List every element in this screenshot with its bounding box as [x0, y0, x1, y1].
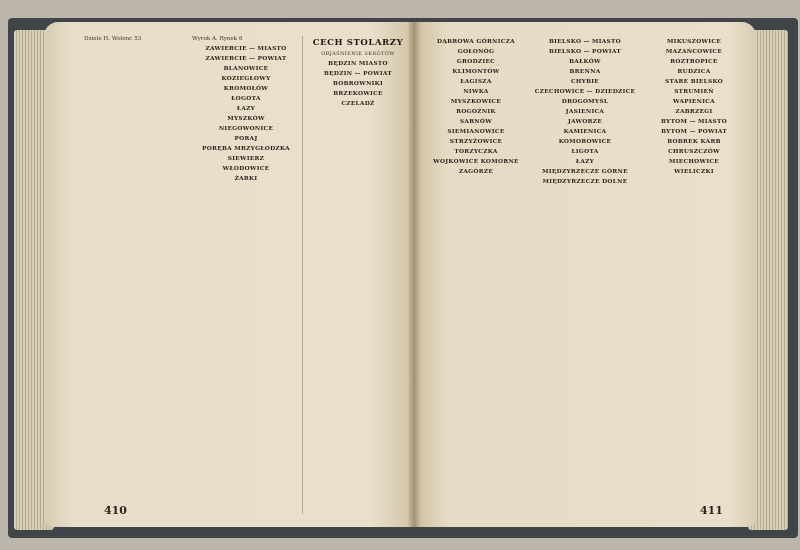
- locality-heading: SIEWIERZ: [227, 156, 265, 163]
- guild-title: CECH STOLARZY: [312, 38, 404, 48]
- locality-heading: KROMOŁÓW: [223, 86, 269, 93]
- locality-heading: ZAGÓRZE: [458, 169, 494, 175]
- locality-heading: BYTOM — MIASTO: [661, 119, 727, 125]
- locality-heading: CZELADŹ: [341, 101, 375, 107]
- locality-heading: ROGOŹNIK: [456, 109, 496, 115]
- directory-entry: Dziele H. Wolenc 53: [84, 36, 142, 42]
- locality-heading: NIEGOWONICE: [218, 126, 274, 133]
- locality-heading: TORZYCZKA: [454, 149, 498, 155]
- locality-heading: STRUMIEŃ: [674, 89, 714, 95]
- locality-heading: MAZAŃCOWICE: [665, 49, 723, 55]
- locality-heading: ŻARKI: [234, 176, 258, 183]
- page-number-left: 410: [104, 504, 127, 517]
- locality-heading: ZAWIERCIE — POWIAT: [205, 56, 287, 63]
- locality-heading: SIEMIANOWICE: [447, 129, 505, 135]
- right-column-3: [642, 36, 746, 176]
- locality-heading: DĄBROWA GÓRNICZA: [437, 39, 515, 45]
- locality-heading: BYTOM — POWIAT: [661, 129, 727, 135]
- locality-heading: MIECHOWICE: [669, 159, 719, 165]
- left-column-2: [192, 36, 300, 183]
- locality-heading: WIELICZKI: [674, 169, 714, 175]
- column-rule: [302, 36, 303, 514]
- locality-heading: CZECHOWICE — DZIEDZICE: [534, 89, 636, 95]
- locality-heading: STRZYŻOWICE: [449, 139, 503, 145]
- locality-heading: MYSZKOWICE: [450, 99, 502, 105]
- locality-heading: RUDZICA: [677, 69, 711, 75]
- locality-heading: ŁOGOTA: [231, 96, 261, 103]
- locality-heading: MIĘDZYRZECZE GÓRNE: [542, 169, 628, 175]
- locality-heading: ZAWIERCIE — MIASTO: [205, 46, 287, 53]
- locality-heading: KLIMONTÓW: [452, 69, 500, 75]
- locality-heading: BRZEKOWICE: [333, 91, 383, 97]
- locality-heading: GOŁONÓG: [457, 49, 495, 55]
- right-column-2: [532, 36, 638, 186]
- locality-heading: SARNÓW: [459, 119, 493, 125]
- locality-heading: BOBREK KARB: [667, 139, 721, 145]
- locality-heading: MIĘDZYRZECZE DOLNE: [542, 179, 628, 185]
- locality-heading: ŁAZY: [236, 106, 256, 113]
- locality-heading: KOZIEGŁOWY: [221, 76, 271, 83]
- locality-heading: PORĘBA MRZYGŁODZKA: [202, 146, 290, 153]
- left-column-1: [84, 36, 184, 43]
- left-page: [44, 22, 416, 527]
- locality-heading: ZABRZEGI: [675, 109, 713, 115]
- left-column-3: [306, 36, 410, 108]
- locality-heading: DROGOMYŚL: [561, 99, 609, 105]
- locality-heading: BĘDZIN — POWIAT: [323, 71, 393, 77]
- locality-heading: LIGOTA: [571, 149, 599, 155]
- locality-heading: MIKUSZOWICE: [666, 39, 722, 45]
- right-page: [414, 22, 756, 527]
- locality-heading: KAMIENICA: [563, 129, 607, 135]
- locality-heading: STARE BIELSKO: [664, 79, 724, 85]
- locality-heading: BĘDZIN MIASTO: [328, 61, 388, 67]
- locality-heading: JASIENICA: [565, 109, 605, 115]
- locality-heading: BIELSKO — MIASTO: [548, 39, 622, 45]
- locality-heading: BOBROWNIKI: [332, 81, 384, 87]
- locality-heading: MYSZKÓW: [227, 116, 265, 123]
- locality-heading: BLANOWICE: [223, 66, 269, 73]
- abbreviations-heading: OBJAŚNIENIE SKRÓTÓW: [321, 51, 395, 57]
- locality-heading: WOJKOWICE KOMORNE: [433, 159, 519, 165]
- locality-heading: BAŁKÓW: [569, 59, 601, 65]
- locality-heading: CHYBIE: [570, 79, 600, 85]
- directory-entry: Wyrok A. Rynek 6: [192, 36, 243, 42]
- locality-heading: JAWORZE: [567, 119, 603, 125]
- locality-heading: KOMOROWICE: [558, 139, 612, 145]
- locality-heading: CHRUSZCZÓW: [668, 149, 720, 155]
- book-gutter: [407, 22, 421, 527]
- page-number-right: 411: [700, 504, 723, 517]
- locality-heading: GRODZIEC: [456, 59, 496, 65]
- locality-heading: WŁODOWICE: [222, 166, 270, 173]
- locality-heading: ŁAZY: [575, 159, 595, 165]
- locality-heading: NIWKA: [463, 89, 489, 95]
- right-column-1: [424, 36, 528, 176]
- locality-heading: ŁAGISZA: [460, 79, 492, 85]
- locality-heading: BRENNA: [569, 69, 601, 75]
- locality-heading: ROZTROPICE: [670, 59, 718, 65]
- locality-heading: WAPIENICA: [673, 99, 715, 105]
- locality-heading: PORAJ: [234, 136, 258, 143]
- locality-heading: BIELSKO — POWIAT: [549, 49, 621, 55]
